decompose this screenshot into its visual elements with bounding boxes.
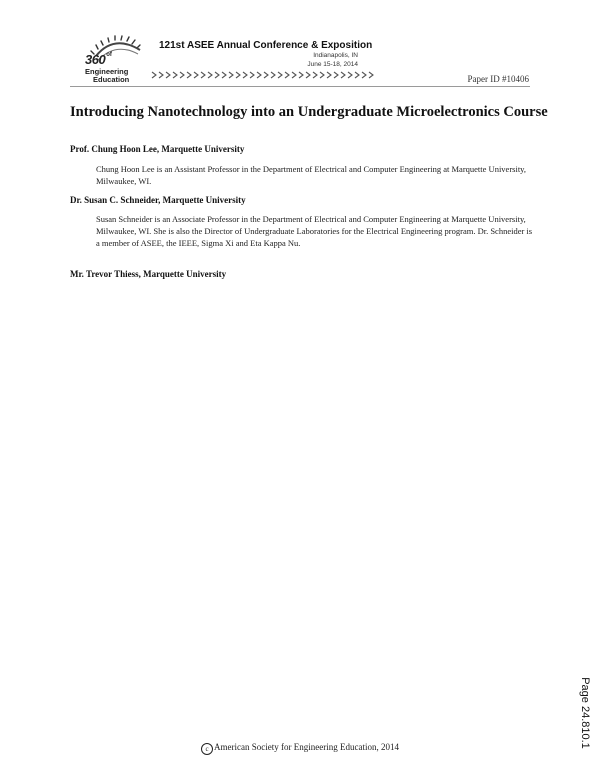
- conference-city: Indianapolis, IN: [313, 52, 358, 59]
- paper-id: Paper ID #10406: [467, 74, 529, 84]
- author-name: Mr. Trevor Thiess, Marquette University: [70, 269, 227, 279]
- author-bio: Susan Schneider is an Associate Professor in the Department of Electrical and Computer Engineering at Marquette University, Milwaukee, WI. She is also the Director of Undergraduate Laboratories for the Electrical Engineering program. Dr. Schneider is a member of ASEE, the IEEE, Sigma Xi and Eta Kappa Nu.: [96, 214, 533, 248]
- author-name: Prof. Chung Hoon Lee, Marquette University: [70, 144, 245, 154]
- chevron-strip-icon: [150, 70, 374, 80]
- author-name: Dr. Susan C. Schneider, Marquette University: [70, 195, 246, 205]
- side-page-number: [578, 676, 592, 750]
- logo-of: of: [106, 52, 112, 58]
- copyright-icon: c: [201, 743, 213, 755]
- paper-title: Introducing Nanotechnology into an Undergraduate Microelectronics Course: [70, 104, 548, 120]
- footer-text: American Society for Engineering Education, 2014: [214, 742, 399, 752]
- side-page-number-text: Page 24.810.1: [579, 677, 591, 749]
- author-bio: Chung Hoon Lee is an Assistant Professor in the Department of Electrical and Computer Engineering at Marquette University, Milwaukee, WI.: [96, 164, 527, 186]
- logo-number: 360: [85, 52, 106, 67]
- logo-line-engineering: Engineering: [85, 67, 129, 76]
- conference-title: 121st ASEE Annual Conference & Exposition: [159, 40, 373, 51]
- header-divider: [70, 86, 530, 87]
- conference-dates: June 15-18, 2014: [307, 61, 358, 68]
- footer-copyright: [0, 742, 600, 755]
- logo-line-education: Education: [93, 74, 130, 84]
- logo-text: [85, 52, 160, 83]
